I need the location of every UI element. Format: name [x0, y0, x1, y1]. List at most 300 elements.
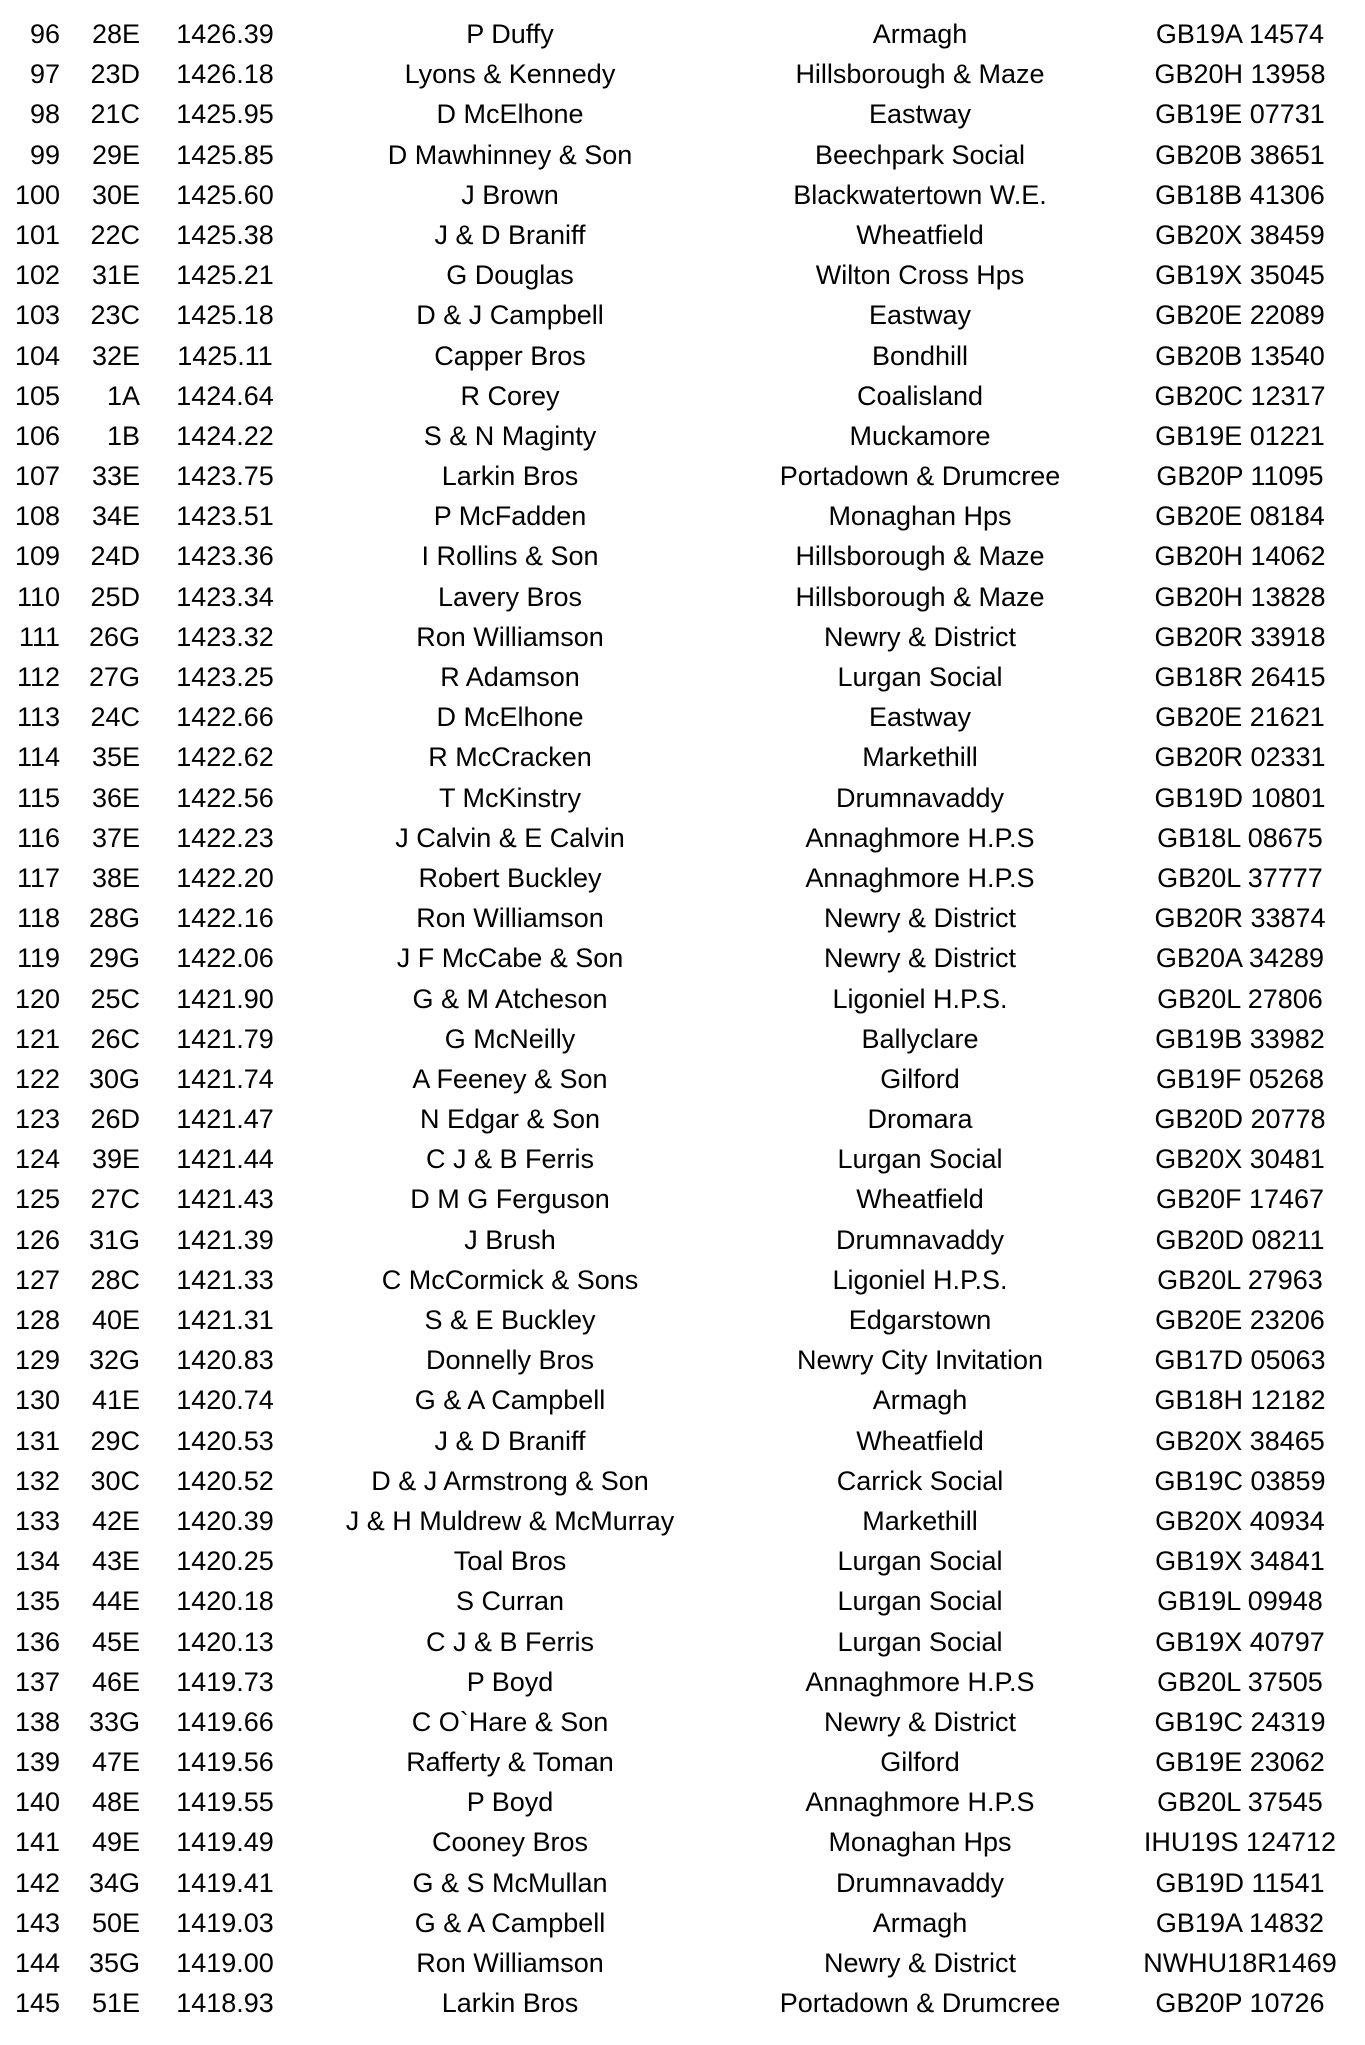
- entry-ref-cell: 24C: [90, 702, 140, 733]
- table-row: [0, 54, 1365, 94]
- velocity-cell: 1426.18: [176, 59, 274, 90]
- club-cell: Armagh: [872, 19, 968, 49]
- fancier-name-cell: Toal Bros: [453, 1546, 567, 1577]
- table-row: [0, 456, 1365, 496]
- position-cell: 112: [16, 662, 60, 692]
- ring-number-cell: GB20P 11095: [1156, 461, 1324, 492]
- ring-number-cell: GB19X 35045: [1155, 260, 1325, 291]
- position-cell: 102: [14, 260, 60, 291]
- entry-ref-cell: 44E: [91, 1586, 140, 1617]
- ring-number-cell: GB20X 30481: [1155, 1144, 1325, 1175]
- ring-number-cell: GB19E 23062: [1155, 1747, 1325, 1778]
- velocity-cell: 1420.83: [176, 1345, 274, 1376]
- table-row: [0, 1019, 1365, 1059]
- table-row: [0, 1702, 1365, 1742]
- ring-number-cell: GB18B 41306: [1155, 179, 1325, 210]
- position-cell: 100: [14, 179, 60, 210]
- position-cell: 143: [14, 1907, 60, 1938]
- club-cell: Ligoniel H.P.S.: [832, 1264, 1008, 1295]
- club-cell: Gilford: [880, 1747, 960, 1778]
- table-row: [0, 1662, 1365, 1702]
- club-cell: Eastway: [868, 702, 972, 733]
- entry-ref-cell: 50E: [91, 1907, 140, 1938]
- velocity-cell: 1419.49: [176, 1827, 274, 1858]
- velocity-cell: 1420.52: [176, 1465, 274, 1496]
- club-cell: Lurgan Social: [837, 662, 1003, 692]
- club-cell: Annaghmore H.P.S: [805, 1666, 1035, 1697]
- velocity-cell: 1421.43: [176, 1184, 274, 1215]
- position-cell: 119: [16, 943, 60, 974]
- entry-ref-cell: 51E: [91, 1988, 140, 2019]
- entry-ref-cell: 33G: [88, 1706, 140, 1737]
- ring-number-cell: GB20D 20778: [1154, 1104, 1326, 1135]
- velocity-cell: 1425.38: [176, 219, 274, 250]
- ring-number-cell: GB20E 23206: [1155, 1305, 1325, 1335]
- table-row: [0, 1421, 1365, 1461]
- club-cell: Annaghmore H.P.S: [805, 862, 1035, 893]
- table-row: [0, 898, 1365, 938]
- club-cell: Newry & District: [823, 1948, 1016, 1978]
- table-row: [0, 376, 1365, 416]
- fancier-name-cell: Lavery Bros: [437, 581, 583, 612]
- fancier-name-cell: J Brush: [464, 1224, 556, 1255]
- ring-number-cell: GB20X 38459: [1155, 219, 1325, 250]
- velocity-cell: 1420.74: [176, 1385, 274, 1416]
- club-cell: Coalisland: [856, 380, 984, 411]
- table-row: [0, 938, 1365, 978]
- fancier-name-cell: Cooney Bros: [431, 1827, 589, 1858]
- entry-ref-cell: 45E: [91, 1626, 140, 1657]
- table-row: [0, 657, 1365, 697]
- position-cell: 104: [14, 340, 60, 371]
- ring-number-cell: GB20R 02331: [1154, 742, 1326, 773]
- fancier-name-cell: J Brown: [461, 179, 559, 210]
- table-row: [0, 1541, 1365, 1581]
- fancier-name-cell: S & N Maginty: [423, 420, 597, 451]
- velocity-cell: 1426.39: [176, 19, 274, 49]
- club-cell: Markethill: [862, 742, 978, 773]
- velocity-cell: 1422.62: [176, 742, 274, 773]
- club-cell: Monaghan Hps: [828, 1827, 1012, 1858]
- velocity-cell: 1420.25: [176, 1546, 274, 1577]
- position-cell: 142: [14, 1867, 60, 1898]
- club-cell: Wheatfield: [856, 1184, 984, 1215]
- velocity-cell: 1418.93: [176, 1988, 274, 2019]
- table-row: [0, 336, 1365, 376]
- ring-number-cell: GB18R 26415: [1154, 662, 1326, 692]
- fancier-name-cell: R Corey: [460, 380, 560, 411]
- position-cell: 115: [16, 782, 60, 813]
- entry-ref-cell: 40E: [91, 1305, 140, 1335]
- entry-ref-cell: 41E: [91, 1385, 140, 1416]
- ring-number-cell: GB20L 37545: [1157, 1787, 1323, 1818]
- entry-ref-cell: 38E: [91, 862, 140, 893]
- position-cell: 122: [14, 1063, 60, 1094]
- ring-number-cell: GB20H 13958: [1154, 59, 1326, 90]
- entry-ref-cell: 1A: [106, 380, 140, 411]
- club-cell: Ligoniel H.P.S.: [832, 983, 1008, 1014]
- velocity-cell: 1421.44: [176, 1144, 274, 1175]
- ring-number-cell: GB19D 10801: [1154, 782, 1326, 813]
- position-cell: 116: [16, 822, 60, 853]
- club-cell: Hillsborough & Maze: [795, 541, 1045, 572]
- club-cell: Wheatfield: [856, 219, 984, 250]
- fancier-name-cell: G McNeilly: [444, 1023, 576, 1054]
- club-cell: Muckamore: [849, 420, 991, 451]
- ring-number-cell: GB19A 14832: [1155, 1907, 1325, 1938]
- velocity-cell: 1420.13: [176, 1626, 274, 1657]
- position-cell: 106: [14, 420, 60, 451]
- position-cell: 110: [16, 581, 60, 612]
- table-row: [0, 697, 1365, 737]
- club-cell: Blackwatertown W.E.: [793, 179, 1047, 210]
- velocity-cell: 1421.39: [176, 1224, 274, 1255]
- ring-number-cell: GB20H 13828: [1154, 581, 1326, 612]
- entry-ref-cell: 36E: [91, 782, 140, 813]
- velocity-cell: 1420.18: [176, 1586, 274, 1617]
- ring-number-cell: GB18H 12182: [1154, 1385, 1326, 1416]
- velocity-cell: 1422.56: [176, 782, 274, 813]
- table-row: [0, 94, 1365, 134]
- position-cell: 137: [14, 1666, 60, 1697]
- table-row: [0, 1139, 1365, 1179]
- position-cell: 108: [14, 501, 60, 532]
- position-cell: 136: [14, 1626, 60, 1657]
- fancier-name-cell: G Douglas: [446, 260, 574, 291]
- fancier-name-cell: T McKinstry: [438, 782, 581, 813]
- position-cell: 127: [14, 1264, 60, 1295]
- velocity-cell: 1424.64: [176, 380, 274, 411]
- entry-ref-cell: 21C: [90, 99, 140, 130]
- table-row: [0, 536, 1365, 576]
- entry-ref-cell: 30C: [90, 1465, 140, 1496]
- position-cell: 96: [29, 19, 60, 49]
- velocity-cell: 1419.55: [176, 1787, 274, 1818]
- fancier-name-cell: N Edgar & Son: [419, 1104, 601, 1135]
- results-table: [0, 14, 1365, 2023]
- club-cell: Drumnavaddy: [835, 1867, 1005, 1898]
- table-row: [0, 1983, 1365, 2023]
- table-row: [0, 818, 1365, 858]
- position-cell: 126: [14, 1224, 60, 1255]
- ring-number-cell: GB19F 05268: [1155, 1063, 1325, 1094]
- entry-ref-cell: 27G: [88, 662, 140, 692]
- table-row: [0, 1581, 1365, 1621]
- ring-number-cell: GB20E 08184: [1155, 501, 1325, 532]
- entry-ref-cell: 32E: [91, 340, 140, 371]
- fancier-name-cell: Capper Bros: [434, 340, 586, 371]
- fancier-name-cell: P Duffy: [466, 19, 554, 49]
- position-cell: 105: [14, 380, 60, 411]
- table-row: [0, 858, 1365, 898]
- position-cell: 111: [18, 621, 60, 652]
- table-row: [0, 1782, 1365, 1822]
- position-cell: 140: [14, 1787, 60, 1818]
- fancier-name-cell: P Boyd: [466, 1666, 554, 1697]
- table-row: [0, 737, 1365, 777]
- velocity-cell: 1425.11: [177, 340, 273, 371]
- fancier-name-cell: D McElhone: [436, 702, 584, 733]
- velocity-cell: 1425.21: [176, 260, 274, 291]
- club-cell: Portadown & Drumcree: [779, 1988, 1061, 2019]
- ring-number-cell: GB20X 38465: [1155, 1425, 1325, 1456]
- position-cell: 134: [14, 1546, 60, 1577]
- velocity-cell: 1423.36: [176, 541, 274, 572]
- position-cell: 139: [14, 1747, 60, 1778]
- ring-number-cell: GB20R 33918: [1154, 621, 1326, 652]
- fancier-name-cell: S & E Buckley: [424, 1305, 596, 1335]
- position-cell: 113: [16, 702, 60, 733]
- fancier-name-cell: Ron Williamson: [416, 1948, 604, 1978]
- entry-ref-cell: 33E: [91, 461, 140, 492]
- fancier-name-cell: D Mawhinney & Son: [387, 139, 633, 170]
- entry-ref-cell: 46E: [91, 1666, 140, 1697]
- ring-number-cell: IHU19S 124712: [1143, 1827, 1337, 1858]
- club-cell: Carrick Social: [836, 1465, 1004, 1496]
- ring-number-cell: GB19C 03859: [1154, 1465, 1326, 1496]
- velocity-cell: 1419.00: [176, 1948, 274, 1978]
- position-cell: 123: [14, 1104, 60, 1135]
- entry-ref-cell: 25C: [90, 983, 140, 1014]
- club-cell: Eastway: [868, 99, 972, 130]
- ring-number-cell: GB19C 24319: [1154, 1706, 1326, 1737]
- ring-number-cell: GB20D 08211: [1155, 1224, 1325, 1255]
- velocity-cell: 1424.22: [176, 420, 274, 451]
- position-cell: 133: [14, 1505, 60, 1536]
- velocity-cell: 1423.25: [176, 662, 274, 692]
- velocity-cell: 1423.34: [176, 581, 274, 612]
- ring-number-cell: GB19D 11541: [1155, 1867, 1325, 1898]
- velocity-cell: 1421.79: [176, 1023, 274, 1054]
- table-row: [0, 215, 1365, 255]
- fancier-name-cell: R McCracken: [428, 742, 592, 773]
- position-cell: 141: [14, 1827, 60, 1858]
- position-cell: 121: [14, 1023, 60, 1054]
- entry-ref-cell: 37E: [91, 822, 140, 853]
- entry-ref-cell: 1B: [106, 420, 140, 451]
- club-cell: Annaghmore H.P.S: [805, 1787, 1035, 1818]
- entry-ref-cell: 29G: [88, 943, 140, 974]
- club-cell: Newry & District: [823, 943, 1016, 974]
- entry-ref-cell: 31G: [88, 1224, 140, 1255]
- club-cell: Wheatfield: [856, 1425, 984, 1456]
- club-cell: Armagh: [872, 1907, 968, 1938]
- entry-ref-cell: 22C: [90, 219, 140, 250]
- ring-number-cell: GB19B 33982: [1155, 1023, 1325, 1054]
- position-cell: 114: [16, 742, 60, 773]
- position-cell: 138: [14, 1706, 60, 1737]
- table-row: [0, 496, 1365, 536]
- fancier-name-cell: J & D Braniff: [434, 219, 586, 250]
- club-cell: Beechpark Social: [814, 139, 1026, 170]
- club-cell: Newry & District: [823, 621, 1016, 652]
- entry-ref-cell: 28C: [90, 1264, 140, 1295]
- fancier-name-cell: G & A Campbell: [414, 1907, 606, 1938]
- fancier-name-cell: D M G Ferguson: [410, 1184, 610, 1215]
- entry-ref-cell: 34E: [91, 501, 140, 532]
- table-row: [0, 1340, 1365, 1380]
- club-cell: Ballyclare: [861, 1023, 979, 1054]
- velocity-cell: 1422.66: [176, 702, 274, 733]
- club-cell: Newry & District: [823, 903, 1016, 934]
- ring-number-cell: GB20E 21621: [1155, 702, 1325, 733]
- table-row: [0, 135, 1365, 175]
- entry-ref-cell: 26D: [90, 1104, 140, 1135]
- ring-number-cell: GB19X 34841: [1155, 1546, 1325, 1577]
- position-cell: 109: [14, 541, 60, 572]
- club-cell: Portadown & Drumcree: [779, 461, 1061, 492]
- velocity-cell: 1422.23: [176, 822, 274, 853]
- velocity-cell: 1423.75: [176, 461, 274, 492]
- club-cell: Lurgan Social: [837, 1144, 1003, 1175]
- entry-ref-cell: 28E: [91, 19, 140, 49]
- club-cell: Edgarstown: [848, 1305, 992, 1335]
- ring-number-cell: GB20B 13540: [1155, 340, 1325, 371]
- table-row: [0, 1822, 1365, 1862]
- velocity-cell: 1421.90: [176, 983, 274, 1014]
- position-cell: 132: [14, 1465, 60, 1496]
- table-row: [0, 1501, 1365, 1541]
- position-cell: 125: [14, 1184, 60, 1215]
- position-cell: 98: [29, 99, 60, 130]
- velocity-cell: 1419.03: [176, 1907, 274, 1938]
- table-row: [0, 416, 1365, 456]
- entry-ref-cell: 48E: [91, 1787, 140, 1818]
- entry-ref-cell: 27C: [90, 1184, 140, 1215]
- ring-number-cell: GB20R 33874: [1154, 903, 1326, 934]
- table-row: [0, 175, 1365, 215]
- velocity-cell: 1422.20: [176, 862, 274, 893]
- table-row: [0, 255, 1365, 295]
- entry-ref-cell: 32G: [88, 1345, 140, 1376]
- entry-ref-cell: 23D: [90, 59, 140, 90]
- position-cell: 107: [14, 461, 60, 492]
- entry-ref-cell: 35G: [88, 1948, 140, 1978]
- position-cell: 130: [14, 1385, 60, 1416]
- table-row: [0, 1220, 1365, 1260]
- fancier-name-cell: S Curran: [455, 1586, 565, 1617]
- club-cell: Wilton Cross Hps: [815, 260, 1025, 291]
- ring-number-cell: GB20H 14062: [1154, 541, 1326, 572]
- ring-number-cell: GB20L 37505: [1157, 1666, 1323, 1697]
- fancier-name-cell: D & J Armstrong & Son: [371, 1465, 649, 1496]
- position-cell: 124: [14, 1144, 60, 1175]
- fancier-name-cell: D & J Campbell: [416, 300, 604, 331]
- table-row: [0, 1380, 1365, 1420]
- velocity-cell: 1421.74: [176, 1063, 274, 1094]
- fancier-name-cell: C J & B Ferris: [425, 1144, 594, 1175]
- position-cell: 118: [16, 903, 60, 934]
- fancier-name-cell: P McFadden: [433, 501, 587, 532]
- ring-number-cell: GB20P 10726: [1155, 1988, 1325, 2019]
- ring-number-cell: GB19L 09948: [1157, 1586, 1323, 1617]
- ring-number-cell: GB19X 40797: [1155, 1626, 1325, 1657]
- table-row: [0, 1742, 1365, 1782]
- fancier-name-cell: J & D Braniff: [434, 1425, 586, 1456]
- entry-ref-cell: 26C: [90, 1023, 140, 1054]
- velocity-cell: 1421.47: [176, 1104, 274, 1135]
- ring-number-cell: GB17D 05063: [1154, 1345, 1326, 1376]
- fancier-name-cell: G & M Atcheson: [412, 983, 608, 1014]
- table-row: [0, 1099, 1365, 1139]
- entry-ref-cell: 26G: [88, 621, 140, 652]
- velocity-cell: 1425.60: [176, 179, 274, 210]
- entry-ref-cell: 25D: [90, 581, 140, 612]
- entry-ref-cell: 47E: [91, 1747, 140, 1778]
- fancier-name-cell: Larkin Bros: [441, 461, 579, 492]
- entry-ref-cell: 23C: [90, 300, 140, 331]
- velocity-cell: 1421.31: [176, 1305, 274, 1335]
- ring-number-cell: GB18L 08675: [1157, 822, 1323, 853]
- fancier-name-cell: Lyons & Kennedy: [404, 59, 616, 90]
- velocity-cell: 1422.06: [176, 943, 274, 974]
- position-cell: 97: [29, 59, 60, 90]
- table-row: [0, 1179, 1365, 1219]
- table-row: [0, 1300, 1365, 1340]
- ring-number-cell: GB20B 38651: [1155, 139, 1325, 170]
- fancier-name-cell: G & S McMullan: [412, 1867, 608, 1898]
- ring-number-cell: GB20C 12317: [1154, 380, 1326, 411]
- fancier-name-cell: C McCormick & Sons: [381, 1264, 639, 1295]
- position-cell: 99: [29, 139, 60, 170]
- fancier-name-cell: Rafferty & Toman: [406, 1747, 614, 1778]
- position-cell: 131: [14, 1425, 60, 1456]
- club-cell: Markethill: [862, 1505, 978, 1536]
- velocity-cell: 1419.41: [176, 1867, 274, 1898]
- position-cell: 101: [14, 219, 60, 250]
- velocity-cell: 1419.73: [176, 1666, 274, 1697]
- club-cell: Lurgan Social: [837, 1546, 1003, 1577]
- entry-ref-cell: 49E: [91, 1827, 140, 1858]
- club-cell: Hillsborough & Maze: [795, 581, 1045, 612]
- entry-ref-cell: 30G: [88, 1063, 140, 1094]
- fancier-name-cell: D McElhone: [436, 99, 584, 130]
- fancier-name-cell: Robert Buckley: [418, 862, 602, 893]
- entry-ref-cell: 34G: [88, 1867, 140, 1898]
- table-row: [0, 1260, 1365, 1300]
- velocity-cell: 1422.16: [176, 903, 274, 934]
- fancier-name-cell: A Feeney & Son: [412, 1063, 608, 1094]
- fancier-name-cell: P Boyd: [466, 1787, 554, 1818]
- table-row: [0, 14, 1365, 54]
- velocity-cell: 1425.18: [176, 300, 274, 331]
- entry-ref-cell: 39E: [91, 1144, 140, 1175]
- entry-ref-cell: 35E: [91, 742, 140, 773]
- position-cell: 103: [14, 300, 60, 331]
- ring-number-cell: GB20X 40934: [1155, 1505, 1325, 1536]
- entry-ref-cell: 31E: [91, 260, 140, 291]
- table-row: [0, 1943, 1365, 1983]
- velocity-cell: 1423.51: [176, 501, 274, 532]
- club-cell: Armagh: [872, 1385, 968, 1416]
- club-cell: Newry & District: [823, 1706, 1016, 1737]
- entry-ref-cell: 43E: [91, 1546, 140, 1577]
- club-cell: Lurgan Social: [837, 1626, 1003, 1657]
- entry-ref-cell: 29C: [90, 1425, 140, 1456]
- club-cell: Newry City Invitation: [796, 1345, 1044, 1376]
- entry-ref-cell: 30E: [91, 179, 140, 210]
- fancier-name-cell: Ron Williamson: [416, 621, 604, 652]
- position-cell: 144: [14, 1948, 60, 1978]
- ring-number-cell: GB20L 27963: [1157, 1264, 1323, 1295]
- fancier-name-cell: C O`Hare & Son: [411, 1706, 609, 1737]
- ring-number-cell: GB19E 01221: [1155, 420, 1325, 451]
- club-cell: Gilford: [880, 1063, 960, 1094]
- velocity-cell: 1421.33: [176, 1264, 274, 1295]
- velocity-cell: 1420.53: [176, 1425, 274, 1456]
- position-cell: 120: [14, 983, 60, 1014]
- table-row: [0, 1461, 1365, 1501]
